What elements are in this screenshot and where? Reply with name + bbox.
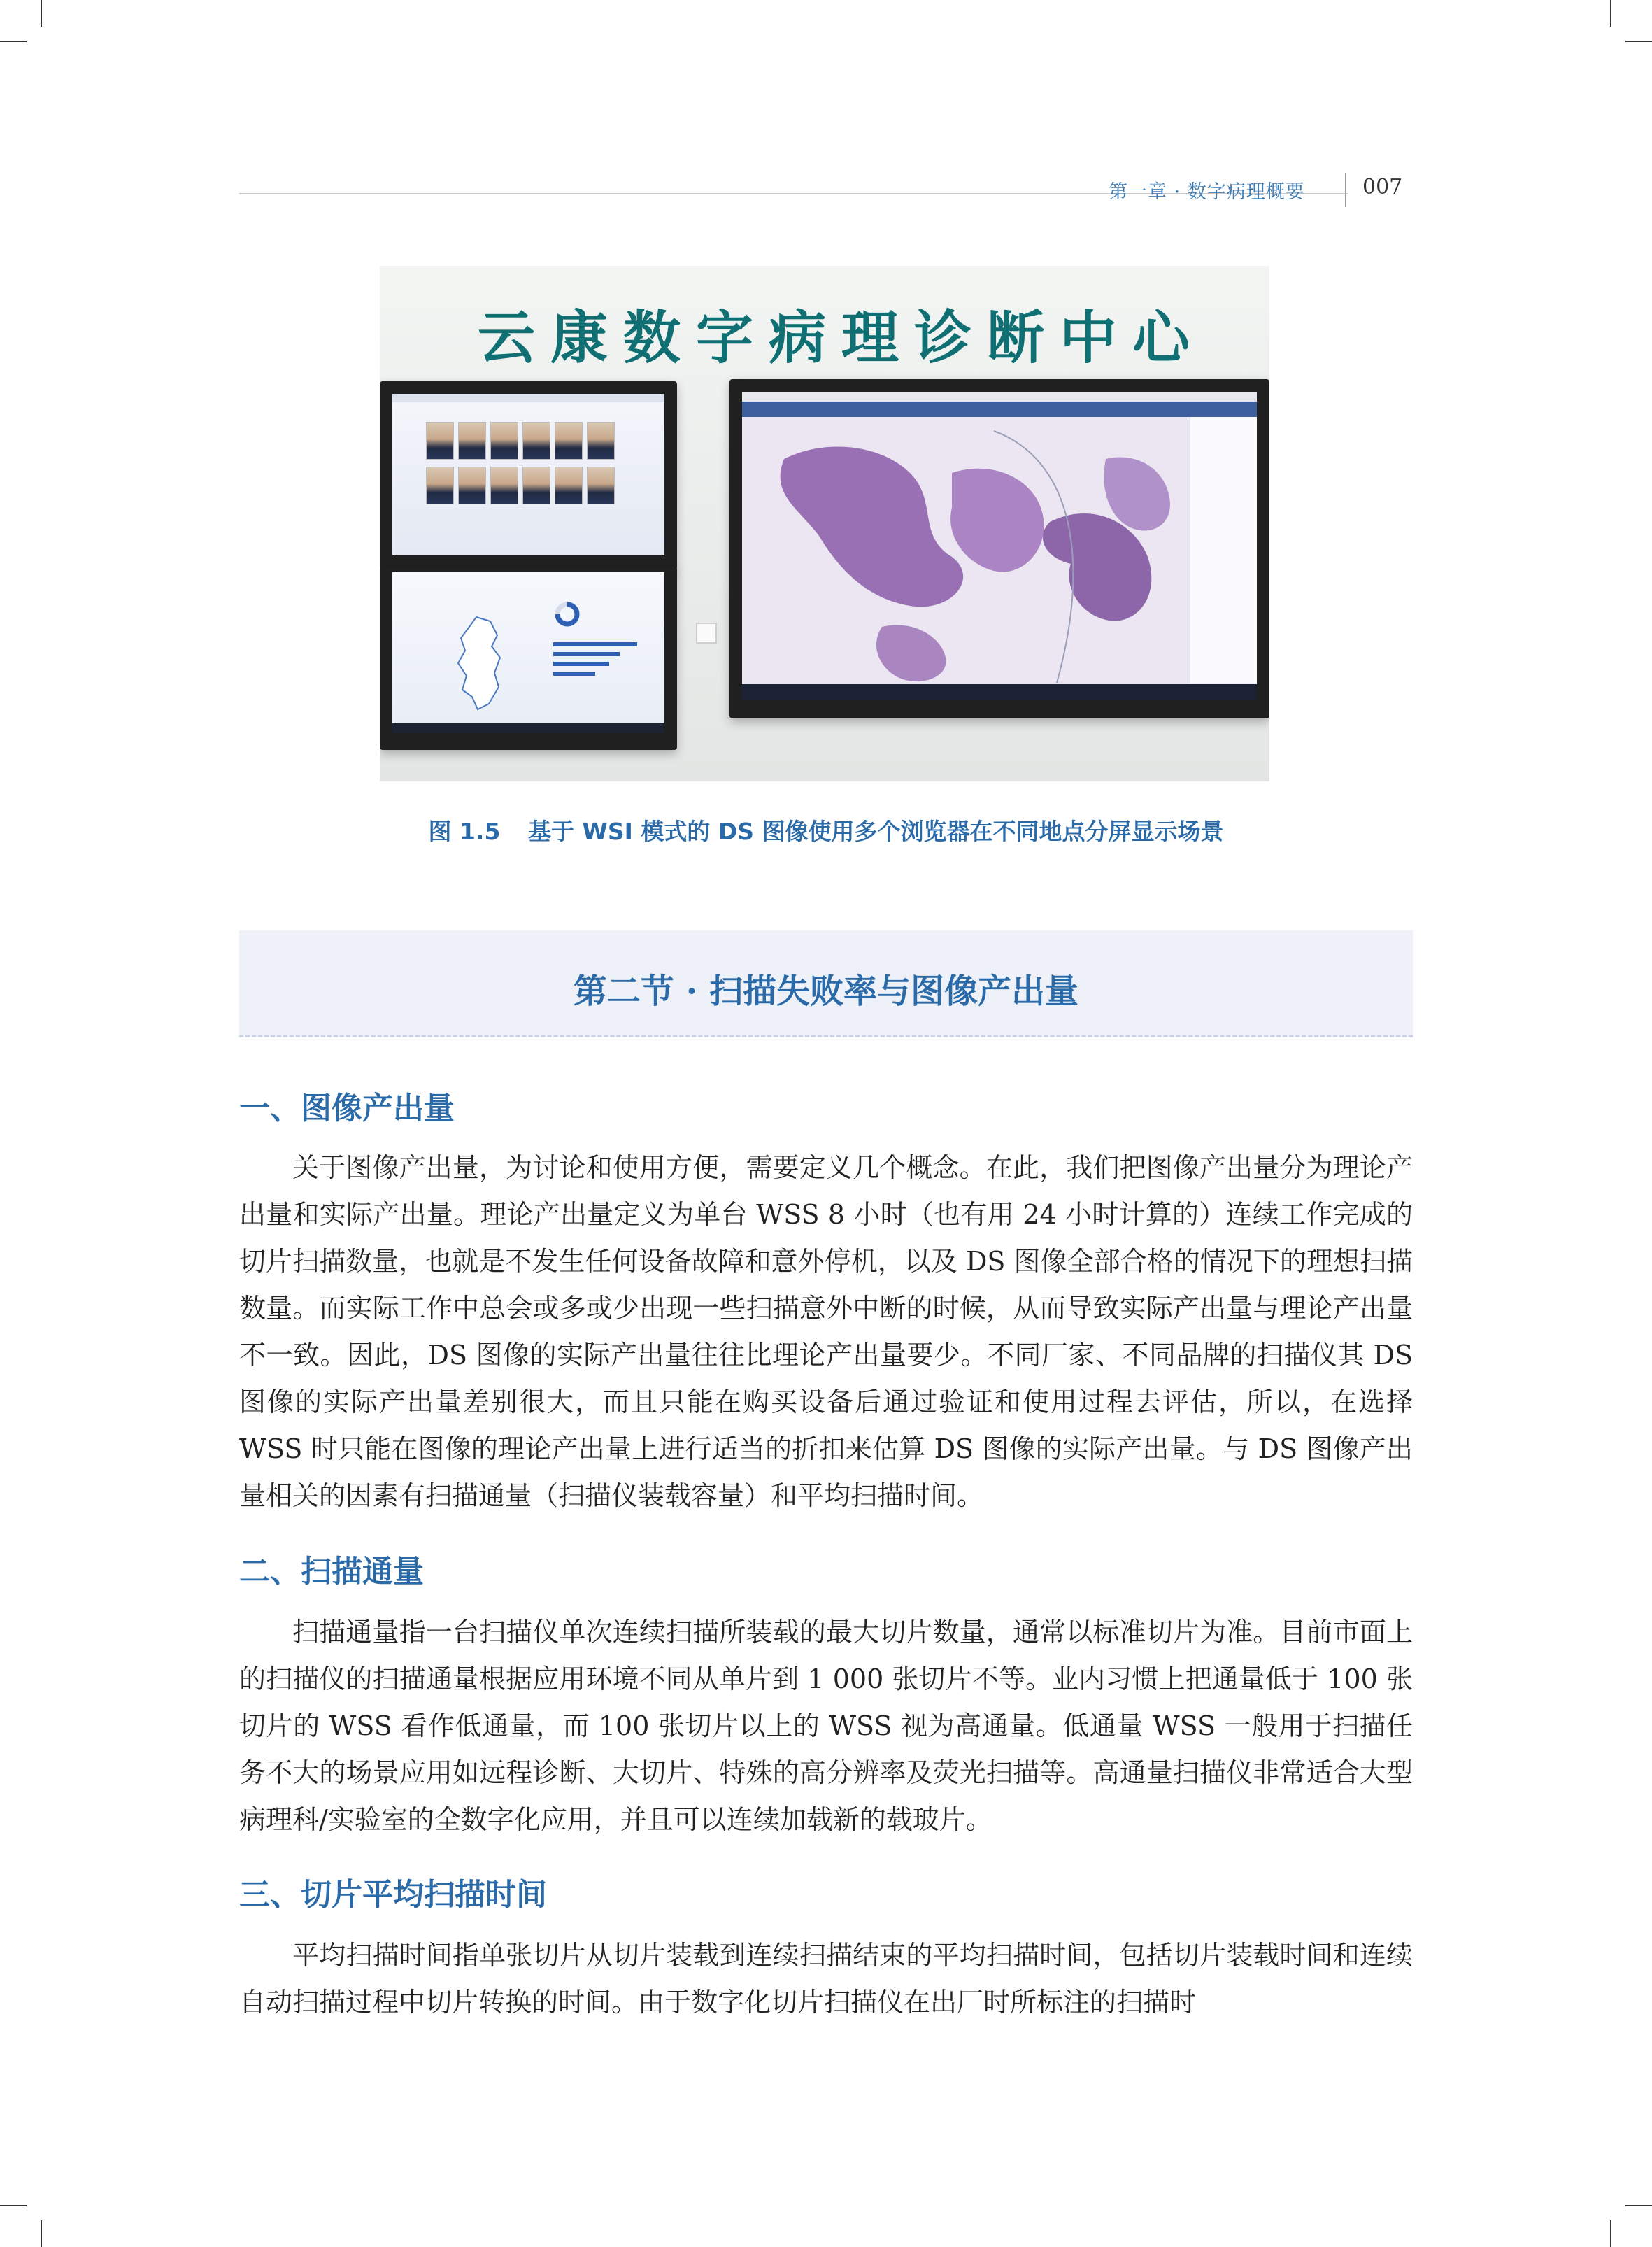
crop-mark xyxy=(0,41,27,42)
crop-mark xyxy=(1625,2205,1652,2206)
subsection-heading: 二、扫描通量 xyxy=(239,1554,424,1589)
monitor-left-top xyxy=(380,381,677,570)
portrait xyxy=(522,467,550,504)
paragraph-text: 扫描通量指一台扫描仪单次连续扫描所装载的最大切片数量，通常以标准切片为准。目前市面上的扫描仪的扫描通量根据应用环境不同从单片到 1 000 张切片不等。业内习惯上把通量低于 100 张切片的 WSS 看作低通量，而 100 张切片以上的 WSS 视为高通量。低通量 WSS 一般用于扫描任务不大的场景应用如远程诊断、大切片、特殊的高分辨率及荧光扫描等。高通量扫描仪非常适合大型病理科/实验室的全数字化应用，并且可以连续加载新的载玻片。 xyxy=(239,1617,1413,1835)
crop-mark xyxy=(1625,41,1652,42)
subsection-paragraph xyxy=(239,1932,1413,2026)
figure-number: 图 1.5 xyxy=(428,818,501,845)
crop-mark xyxy=(0,2205,27,2206)
crop-mark xyxy=(1610,0,1611,27)
subsection-heading: 三、切片平均扫描时间 xyxy=(239,1877,547,1913)
tissue-slide-image xyxy=(742,417,1190,697)
portrait xyxy=(490,467,518,504)
crop-mark xyxy=(41,0,42,27)
subsection-paragraph xyxy=(239,1609,1413,1843)
portrait xyxy=(587,422,615,460)
figure-caption xyxy=(0,814,1652,846)
crop-mark xyxy=(1610,2220,1611,2247)
portrait-grid xyxy=(426,422,613,504)
figure-caption-text: 基于 WSI 模式的 DS 图像使用多个浏览器在不同地点分屏显示场景 xyxy=(527,818,1224,845)
portrait xyxy=(426,422,454,460)
portrait xyxy=(490,422,518,460)
portrait xyxy=(458,467,486,504)
crop-mark xyxy=(41,2220,42,2247)
wall-sign: 云康数字病理诊断中心 xyxy=(478,305,1206,371)
donut-chart-icon xyxy=(553,600,581,628)
province-map xyxy=(448,614,511,712)
screen-map-dashboard xyxy=(392,572,664,733)
subsection-paragraph xyxy=(239,1144,1413,1519)
portrait xyxy=(587,467,615,504)
figure-photo xyxy=(380,266,1269,781)
paragraph-text: 关于图像产出量，为讨论和使用方便，需要定义几个概念。在此，我们把图像产出量分为理论产出量和实际产出量。理论产出量定义为单台 WSS 8 小时（也有用 24 小时计算的）连续工作完成的切片扫描数量，也就是不发生任何设备故障和意外停机，以及 DS 图像全部合格的情况下的理想扫描数量。而实际工作中总会或多或少出现一些扫描意外中断的时候，从而导致实际产出量与理论产出量不一致。因此，DS 图像的实际产出量往往比理论产出量要少。不同厂家、不同品牌的扫描仪其 DS 图像的实际产出量差别很大，而且只能在购买设备后通过验证和使用过程去评估，所以，在选择 WSS 时只能在图像的理论产出量上进行适当的折扣来估算 DS 图像的实际产出量。与 DS 图像产出量相关的因素有扫描通量（扫描仪装载容量）和平均扫描时间。 xyxy=(239,1152,1413,1511)
portrait xyxy=(522,422,550,460)
wall-socket xyxy=(696,623,717,644)
portrait xyxy=(426,467,454,504)
page-number: 007 xyxy=(1362,175,1403,199)
portrait xyxy=(458,422,486,460)
screen-slide-viewer xyxy=(742,392,1257,700)
screen-portraits xyxy=(392,394,664,555)
header-separator xyxy=(1345,173,1346,207)
subsection-heading: 一、图像产出量 xyxy=(239,1091,455,1126)
monitor-right xyxy=(729,379,1269,718)
paragraph-text: 平均扫描时间指单张切片从切片装载到连续扫描结束的平均扫描时间，包括切片装载时间和连续自动扫描过程中切片转换的时间。由于数字化切片扫描仪在出厂时所标注的扫描时 xyxy=(239,1940,1413,2018)
running-header: 第一章 · 数字病理概要 xyxy=(1109,181,1305,203)
portrait xyxy=(555,467,583,504)
section-title-band xyxy=(239,930,1413,1037)
monitor-left-bottom xyxy=(380,567,677,750)
section-title: 第二节 · 扫描失败率与图像产出量 xyxy=(573,972,1079,1011)
portrait xyxy=(555,422,583,460)
